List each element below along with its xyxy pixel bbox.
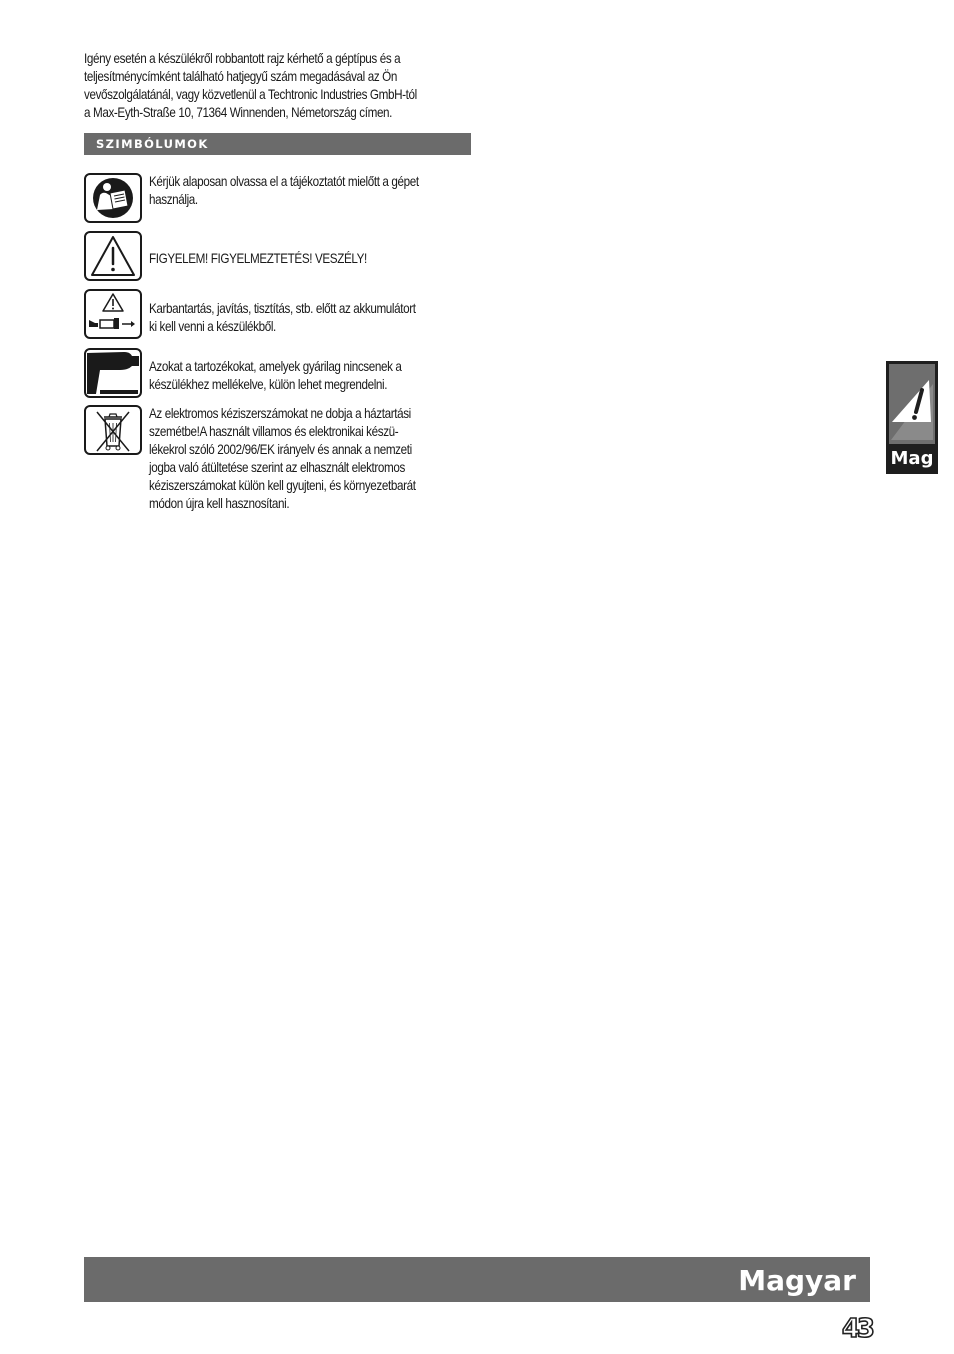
symbol-line: Kérjük alaposan olvassa el a tájékoztatót mielőtt a gépet [149,174,419,189]
crossed-bin-icon [84,405,142,455]
symbol-line: szemétbe!A használt villamos és elektronikai készü- [149,424,399,439]
section-heading-symbols: SZIMBÓLUMOK [84,133,471,155]
symbol-description [149,405,472,513]
symbol-line: kéziszerszámokat külön kell gyujteni, és környezetbarát [149,478,416,493]
intro-line: Igény esetén a készülékről robbantott rajz kérhető a géptípus és a [84,51,401,66]
language-side-tab [886,361,938,474]
symbol-description [149,358,472,394]
intro-line: a Max-Eyth-Straße 10, 71364 Winnenden, Németország címen. [84,105,393,120]
intro-line: teljesítménycímként található hatjegyű szám megadásával az Ön [84,69,397,84]
symbol-line: Karbantartás, javítás, tisztítás, stb. előtt az akkumulátort [149,301,416,316]
warning-triangle-icon [84,231,142,281]
footer-language-bar [84,1257,870,1302]
intro-paragraph [84,50,476,122]
side-tab-panel [889,364,935,444]
symbol-line: Azokat a tartozékokat, amelyek gyárilag nincsenek a [149,359,402,374]
symbol-line: jogba való átültetése szerint az elhasznált elektromos [149,460,405,475]
symbol-line: készülékhez mellékelve, külön lehet megrendelni. [149,377,388,392]
symbol-line: ki kell venni a készülékből. [149,319,276,334]
accessory-tool-icon [84,348,142,398]
page-number: 43 [841,1314,872,1344]
symbol-line: módon újra kell hasznosítani. [149,496,290,511]
symbol-line: Az elektromos kéziszerszámokat ne dobja a háztartási [149,406,411,421]
symbol-description [149,300,472,336]
symbol-description [149,250,472,268]
symbol-line: lékekrol szóló 2002/96/EK irányelv és annak a nemzeti [149,442,412,457]
symbol-description [149,173,472,209]
symbol-line: FIGYELEM! FIGYELMEZTETÉS! VESZÉLY! [149,251,367,266]
read-manual-icon [84,173,142,223]
side-tab-label: Mag [890,448,934,469]
footer-language-title: Magyar [738,1264,856,1297]
intro-line: vevőszolgálatánál, vagy közvetlenül a Techtronic Industries GmbH-tól [84,87,417,102]
symbol-line: használja. [149,192,198,207]
remove-battery-icon [84,289,142,339]
warning-exclamation-icon [889,364,935,444]
